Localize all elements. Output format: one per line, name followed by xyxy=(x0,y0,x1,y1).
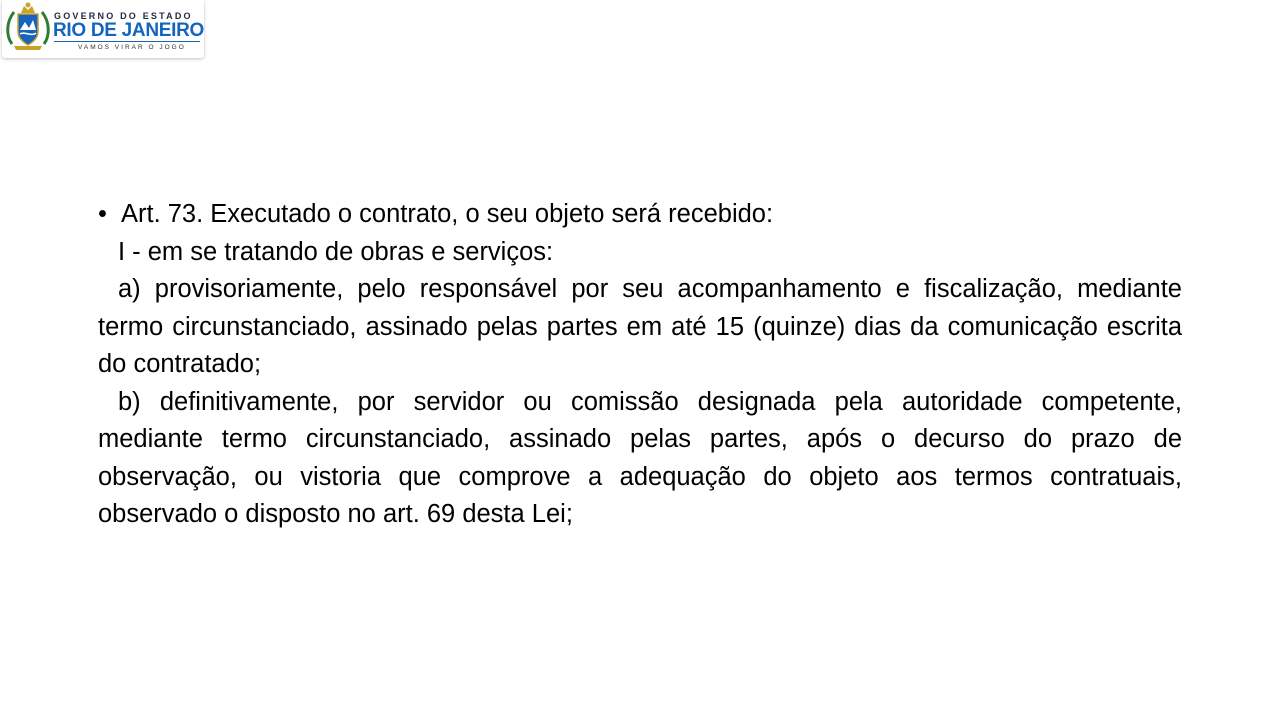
document-body xyxy=(98,196,1182,534)
logo-slogan: VAMOS VIRAR O JOGO xyxy=(78,44,186,51)
state-logo xyxy=(2,0,204,58)
article-heading xyxy=(98,196,1182,234)
article-heading-text: Art. 73. Executado o contrato, o seu objeto será recebido: xyxy=(121,200,774,228)
item-a: a) provisoriamente, pelo responsável por seu acompanhamento e fiscalização, mediante termo circunstanciado, assinado pelas partes em até 15 (quinze) dias da comunicação escrita do contratado; xyxy=(98,275,1182,378)
item-i: I - em se tratando de obras e serviços: xyxy=(118,237,554,266)
bullet-icon: • xyxy=(98,200,107,228)
item-b: b) definitivamente, por servidor ou comissão designada pela autoridade competente, mediante termo circunstanciado, assinado pelas partes, após o decurso do prazo de observação, ou vistoria que comprove a adequação do objeto aos termos contratuais, observado o disposto no art. 69 desta Lei; xyxy=(98,387,1182,528)
logo-divider xyxy=(54,41,200,42)
logo-state-name: RIO DE JANEIRO xyxy=(53,20,204,41)
logo-government-label: GOVERNO DO ESTADO xyxy=(54,11,193,21)
coat-of-arms-icon xyxy=(2,0,54,58)
